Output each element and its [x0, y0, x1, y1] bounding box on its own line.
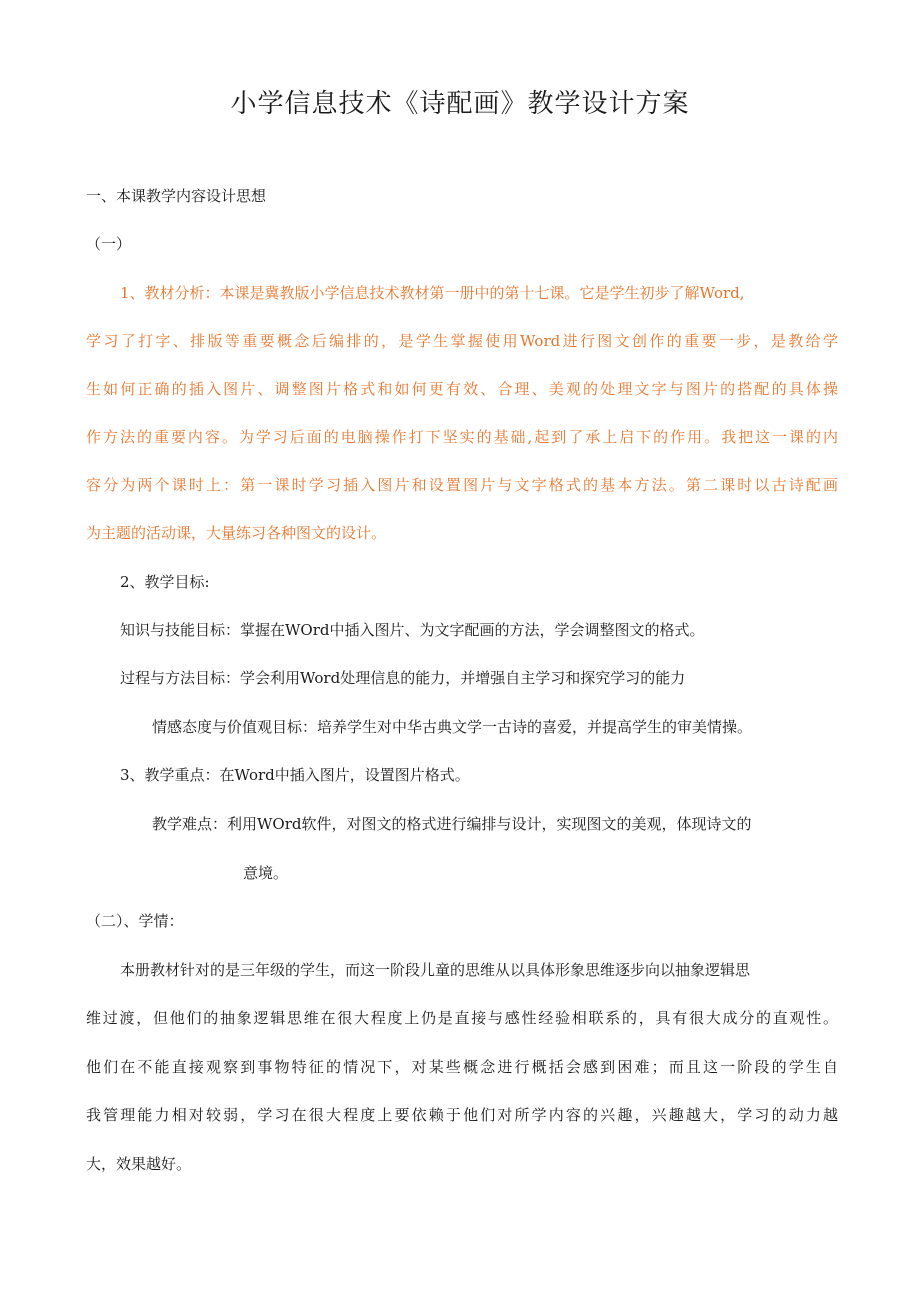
section-heading: 一、本课教学内容设计思想: [86, 187, 267, 205]
goal-process: 过程与方法目标：学会利用Word处理信息的能力，并增强自主学习和探究学习的能力: [120, 669, 686, 687]
difficulty-line: 教学难点：利用WOrd软件，对图文的格式进行编排与设计，实现图文的美观，体现诗文的: [152, 815, 752, 833]
analysis-line: 容分为两个课时上：第一课时学习插入图片和设置图片与文字格式的基本方法。第二课时以古诗配画: [86, 476, 838, 494]
goals-heading: 2、教学目标:: [120, 573, 210, 591]
goal-emotion: 情感态度与价值观目标：培养学生对中华古典文学一古诗的喜爱，并提高学生的审美情操。: [152, 718, 753, 736]
difficulty-line: 意境。: [243, 864, 289, 882]
analysis-line: 作方法的重要内容。为学习后面的电脑操作打下坚实的基础,起到了承上启下的作用。我把这一课的内: [86, 428, 838, 446]
learner-line: 我管理能力相对较弱，学习在很大程度上要依赖于他们对所学内容的兴趣，兴趣越大，学习的动力越: [86, 1106, 838, 1124]
analysis-line: 学习了打字、排版等重要概念后编排的，是学生掌握使用Word进行图文创作的重要一步，是教给学: [86, 332, 838, 350]
learner-line: 本册教材针对的是三年级的学生，而这一阶段儿童的思维从以具体形象思维逐步向以抽象逻辑思: [120, 961, 751, 979]
analysis-line: 为主题的活动课，大量练习各种图文的设计。: [86, 524, 387, 542]
goal-knowledge: 知识与技能目标：掌握在WOrd中插入图片、为文字配画的方法，学会调整图文的格式。: [120, 621, 705, 639]
subsection-heading: （二）、学情：: [86, 912, 184, 930]
learner-line: 大，效果越好。: [86, 1155, 192, 1173]
analysis-line: 生如何正确的插入图片、调整图片格式和如何更有效、合理、美观的处理文字与图片的搭配的具体操: [86, 380, 838, 398]
analysis-line: 1、教材分析：本课是冀教版小学信息技术教材第一册中的第十七课。它是学生初步了解Word,: [120, 284, 745, 302]
learner-line: 维过渡，但他们的抽象逻辑思维在很大程度上仍是直接与感性经验相联系的，具有很大成分的直观性。: [86, 1009, 838, 1027]
document-title: 小学信息技术《诗配画》教学设计方案: [230, 89, 690, 119]
subsection-marker: （一）: [86, 235, 132, 253]
key-point: 3、教学重点：在Word中插入图片，设置图片格式。: [120, 766, 470, 784]
learner-line: 他们在不能直接观察到事物特征的情况下，对某些概念进行概括会感到困难；而且这一阶段的学生自: [86, 1058, 838, 1076]
